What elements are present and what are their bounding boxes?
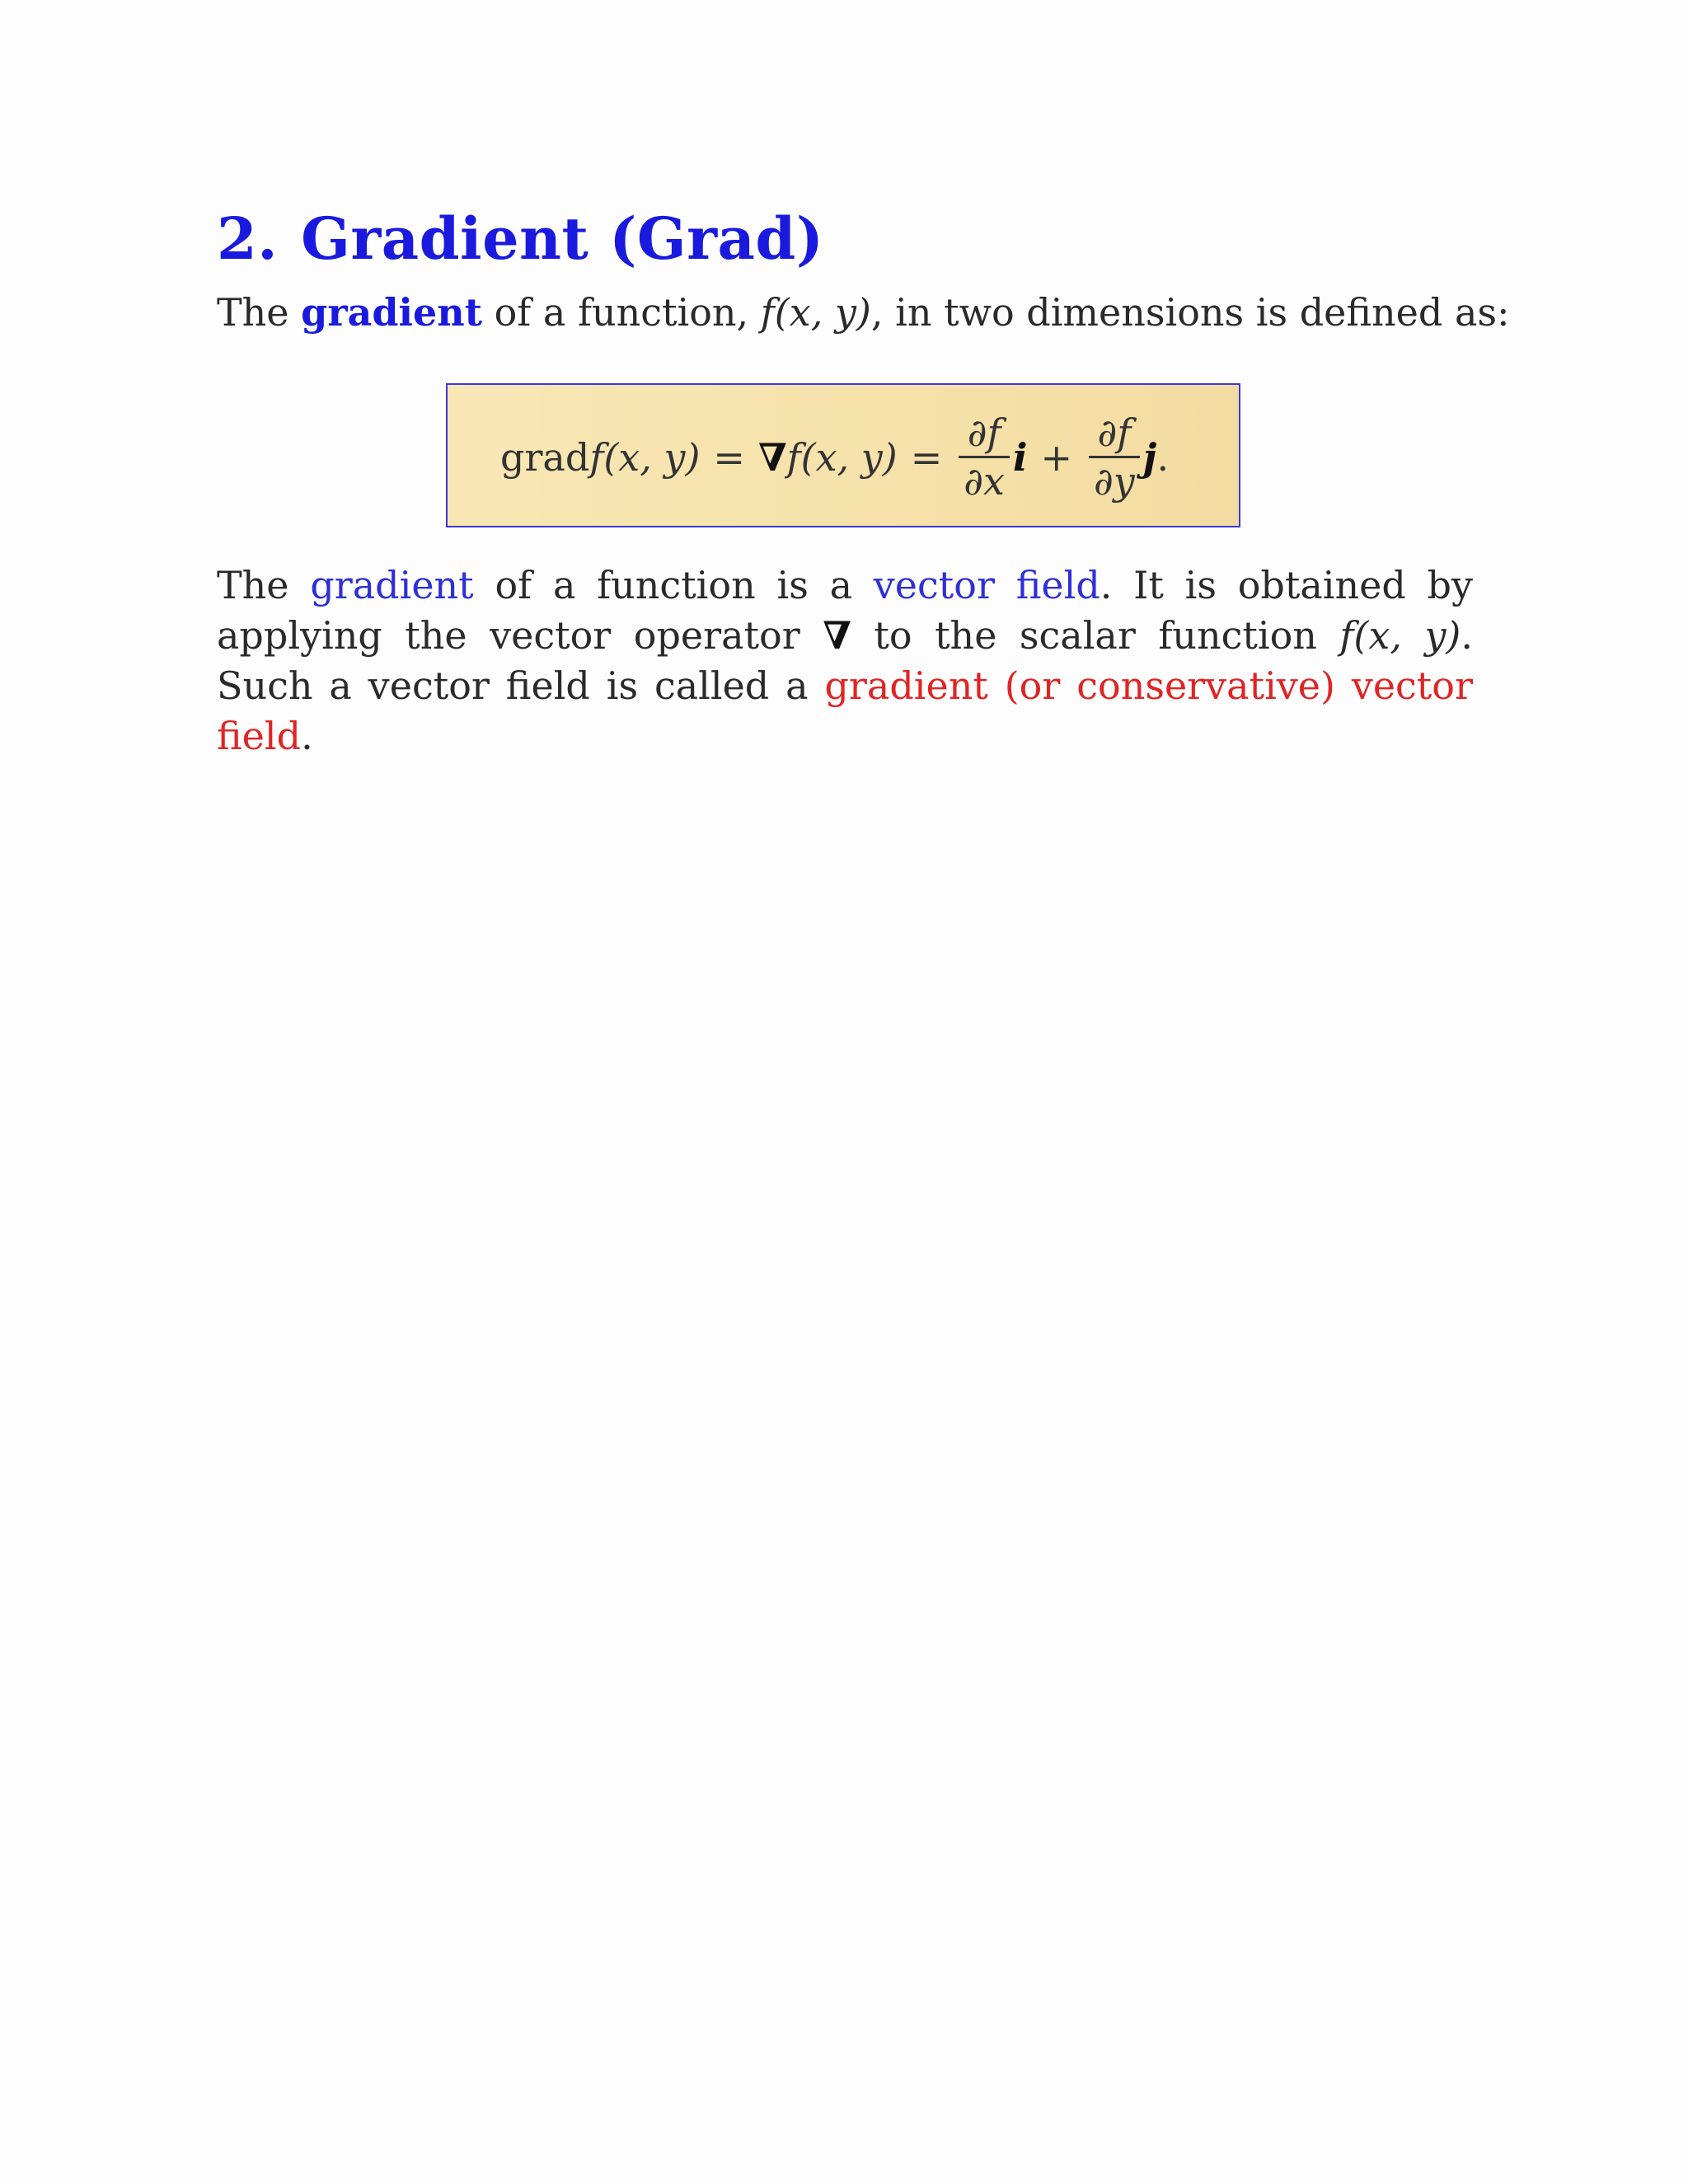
intro-text-3: , in two dimensions is defined as: bbox=[870, 290, 1510, 335]
partial-y-fraction bbox=[1089, 410, 1140, 504]
nabla-symbol: ∇ bbox=[757, 434, 787, 480]
intro-text-1: The bbox=[217, 290, 302, 335]
fraction-numerator: ∂f bbox=[1097, 410, 1132, 455]
body-text-2: of a function is a bbox=[473, 563, 874, 607]
plus-sign: + bbox=[1040, 434, 1072, 480]
vector-field-term: vector field bbox=[873, 563, 1100, 607]
section-heading bbox=[217, 204, 823, 273]
body-text-5: . Such a vector field is called a bbox=[217, 613, 1474, 708]
body-text-3: . It is obtained by applying the vector operator bbox=[217, 563, 1473, 658]
gradient-equation bbox=[500, 385, 1169, 529]
equals-sign: = bbox=[910, 434, 943, 480]
section-number: 2. bbox=[217, 204, 279, 273]
gradient-term: gradient bbox=[310, 563, 474, 607]
explanation-paragraph bbox=[217, 560, 1473, 762]
grad-operator: grad bbox=[500, 434, 590, 480]
function-symbol: f(x, y) bbox=[760, 290, 871, 335]
function-symbol: f(x, y) bbox=[1339, 613, 1461, 658]
section-title: Gradient (Grad) bbox=[301, 204, 824, 273]
equation-period: . bbox=[1156, 434, 1170, 480]
fraction-denominator: ∂y bbox=[1094, 459, 1135, 504]
gradient-definition-box bbox=[446, 383, 1240, 527]
intro-text-2: of a function, bbox=[481, 290, 761, 335]
equals-sign: = bbox=[713, 434, 745, 480]
partial-x-fraction bbox=[959, 410, 1010, 504]
gradient-keyword: gradient bbox=[301, 290, 482, 335]
nabla-symbol: ∇ bbox=[823, 613, 851, 658]
unit-vector-i: i bbox=[1012, 434, 1028, 480]
body-text-1: The bbox=[217, 563, 311, 607]
intro-sentence bbox=[217, 290, 1510, 335]
body-text-4: to the scalar function bbox=[851, 613, 1340, 658]
fraction-numerator: ∂f bbox=[967, 410, 1001, 455]
conservative-field-term: gradient (or conservative) vector field bbox=[217, 663, 1473, 758]
unit-vector-j: j bbox=[1142, 434, 1157, 480]
lhs-function: f(x, y) bbox=[589, 434, 701, 480]
body-text-6: . bbox=[301, 714, 313, 758]
fraction-denominator: ∂x bbox=[964, 459, 1005, 504]
nabla-function: f(x, y) bbox=[786, 434, 898, 480]
